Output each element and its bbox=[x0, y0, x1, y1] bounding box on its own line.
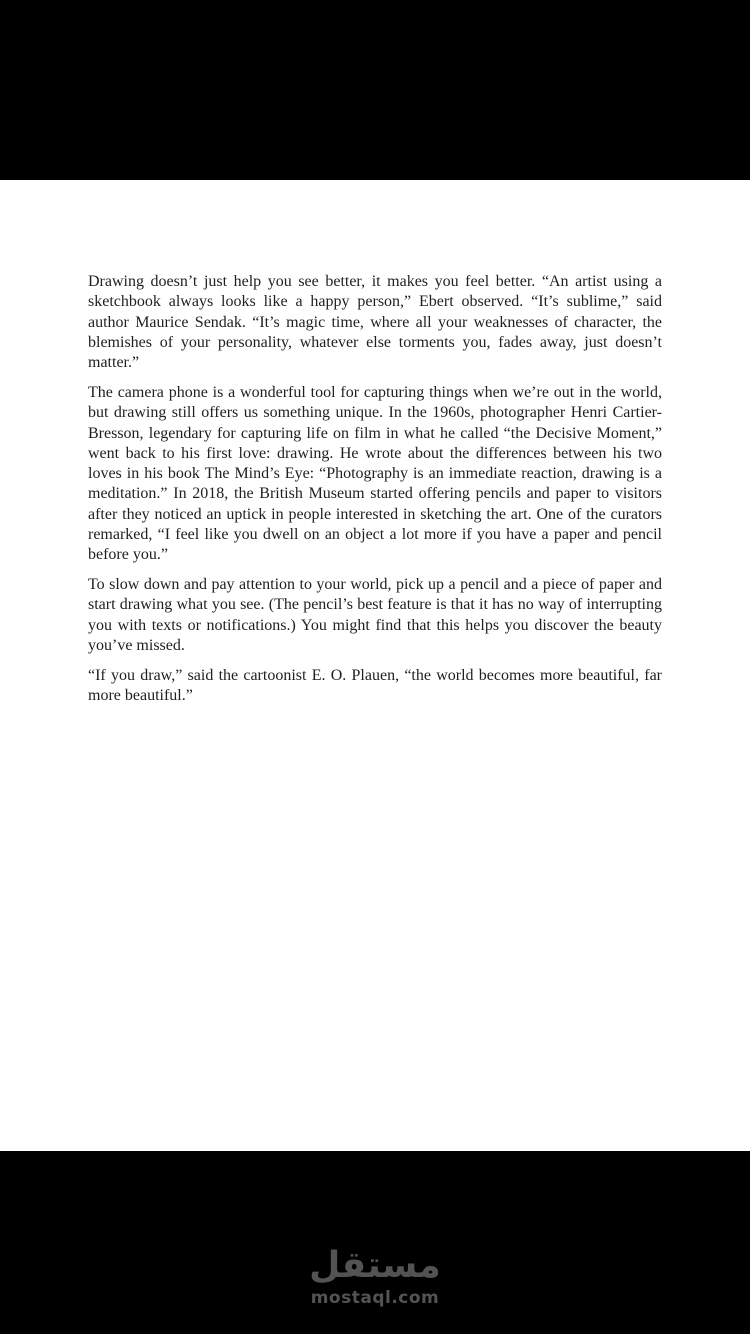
document-page bbox=[0, 180, 750, 1151]
watermark-site-text: mostaql.com bbox=[310, 1288, 440, 1308]
document-text-block bbox=[88, 272, 662, 716]
paragraph: To slow down and pay attention to your world, pick up a pencil and a piece of paper and start drawing what you see. (The pencil’s best feature is that it has no way of interrupting you with texts or notifications.) You might find that this helps you discover the beauty you’ve missed. bbox=[88, 576, 662, 655]
paragraph: “If you draw,” said the cartoonist E. O. Plauen, “the world becomes more beautiful, far more beautiful.” bbox=[88, 666, 662, 705]
paragraph: Drawing doesn’t just help you see better, it makes you feel better. “An artist using a sketchbook always looks like a happy person,” Ebert observed. “It’s sublime,” said author Maurice Sendak. “It’s magic time, where all your weaknesses of character, the blemishes of your personality, whatever else torments you, fades away, just doesn’t matter.” bbox=[88, 273, 662, 372]
paragraph: The camera phone is a wonderful tool for capturing things when we’re out in the world, but drawing still offers us something unique. In the 1960s, photographer Henri Cartier-Bresson, legendary for capturing life on film in what he called “the Decisive Moment,” went back to his first love: drawing. He wrote about the differences between his two loves in his book The Mind’s Eye: “Photography is an immediate reaction, drawing is a meditation.” In 2018, the British Museum started offering pencils and paper to visitors after they noticed an uptick in people interested in sketching the art. One of the curators remarked, “I feel like you dwell on an object a lot more if you have a paper and pencil before you.” bbox=[88, 383, 662, 564]
watermark bbox=[0, 1244, 750, 1308]
mostaql-logo: مستقل bbox=[309, 1245, 441, 1286]
